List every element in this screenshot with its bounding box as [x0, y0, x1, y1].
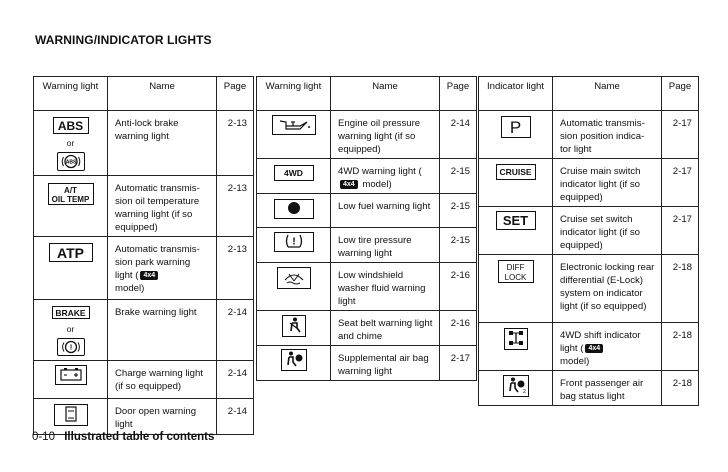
warning-lights-table-2	[256, 76, 477, 381]
warning-lights-table-1	[33, 76, 254, 435]
at-oil-temp-icon: A/T OIL TEMP	[48, 183, 94, 205]
set-icon: SET	[496, 211, 536, 230]
atp-icon: ATP	[49, 243, 93, 262]
col-header-warning-light: Warning light	[34, 77, 108, 111]
row-page: 2-13	[217, 111, 254, 176]
seat-belt-icon	[282, 315, 306, 337]
4x4-badge-icon: 4x4	[585, 344, 603, 353]
brake-circle-icon	[57, 338, 85, 356]
tire-pressure-icon	[274, 232, 314, 252]
table-row	[479, 323, 699, 371]
col-header-name: Name	[553, 77, 662, 111]
row-page: 2-13	[217, 237, 254, 300]
col-header-warning-light: Warning light	[257, 77, 331, 111]
table-row	[34, 237, 254, 300]
or-label: or	[66, 138, 75, 148]
indicator-lights-table	[478, 76, 699, 406]
table-row	[34, 300, 254, 361]
col-header-name: Name	[108, 77, 217, 111]
footer-page-number: 0-10	[32, 431, 56, 443]
row-name: Anti-lock brake warning light	[108, 111, 217, 176]
row-name: Automatic transmis-sion oil temperature warning light (if so equipped)	[108, 176, 217, 237]
row-name: Automatic transmis-sion park warning light ( 4x4 model)	[108, 237, 217, 300]
4wd-icon: 4WD	[274, 165, 314, 181]
table-row	[479, 111, 699, 159]
row-page: 2-14	[440, 111, 477, 159]
table-row	[479, 207, 699, 255]
row-page: 2-18	[662, 255, 699, 323]
row-page: 2-15	[440, 159, 477, 194]
col-header-page: Page	[662, 77, 699, 111]
footer-label: Illustrated table of contents	[64, 431, 215, 443]
row-name: Front passenger air bag status light	[553, 371, 662, 406]
row-page: 2-18	[662, 323, 699, 371]
row-name: Seat belt warning light and chime	[331, 311, 440, 346]
row-name: Cruise main switch indicator light (if so equipped)	[553, 159, 662, 207]
passenger-airbag-icon	[503, 375, 529, 397]
col-header-page: Page	[217, 77, 254, 111]
row-name: 4WD shift indicator light ( 4x4 model)	[553, 323, 662, 371]
diff-lock-icon: DIFF LOCK	[498, 260, 534, 283]
abs-icon: ABS	[53, 117, 89, 134]
table-row	[257, 263, 477, 311]
table-row	[257, 111, 477, 159]
battery-icon	[55, 365, 87, 385]
table-row	[34, 361, 254, 399]
row-page: 2-17	[662, 159, 699, 207]
row-name: Cruise set switch indicator light (if so equipped)	[553, 207, 662, 255]
svg-text:2: 2	[522, 389, 526, 394]
table-row	[479, 159, 699, 207]
table-header	[34, 77, 254, 111]
row-name: Automatic transmis-sion position indica-tor light	[553, 111, 662, 159]
row-name: Electronic locking rear differential (E-Lock) system on indicator light (if so equipped)	[553, 255, 662, 323]
oil-can-icon	[272, 115, 316, 135]
row-page: 2-14	[217, 361, 254, 399]
or-label: or	[66, 324, 75, 334]
col-header-indicator-light: Indicator light	[479, 77, 553, 111]
table-row	[257, 194, 477, 228]
row-name: Brake warning light	[108, 300, 217, 361]
table-row	[257, 159, 477, 194]
table-row	[257, 346, 477, 381]
row-name: Low windshield washer fluid warning light	[331, 263, 440, 311]
table-header	[479, 77, 699, 111]
table-row	[257, 228, 477, 263]
fuel-dot-icon	[274, 199, 314, 219]
table-row	[257, 311, 477, 346]
row-name: Low fuel warning light	[331, 194, 440, 228]
row-page: 2-17	[440, 346, 477, 381]
table-row	[34, 399, 254, 435]
row-page: 2-17	[662, 111, 699, 159]
row-name: Engine oil pressure warning light (if so equipped)	[331, 111, 440, 159]
table-row	[479, 371, 699, 406]
row-page: 2-18	[662, 371, 699, 406]
row-name: Charge warning light (if so equipped)	[108, 361, 217, 399]
airbag-icon	[281, 349, 307, 371]
4x4-badge-icon: 4x4	[140, 271, 158, 280]
page-title: WARNING/INDICATOR LIGHTS	[35, 33, 212, 47]
door-open-icon	[54, 404, 88, 426]
abs-circle-icon	[57, 152, 85, 171]
row-page: 2-15	[440, 194, 477, 228]
washer-fluid-icon	[277, 267, 311, 289]
row-page: 2-14	[217, 300, 254, 361]
row-name: 4WD warning light (4x4 model)	[331, 159, 440, 194]
park-p-icon: P	[501, 116, 531, 138]
col-header-page: Page	[440, 77, 477, 111]
table-row	[34, 111, 254, 176]
row-page: 2-14	[217, 399, 254, 435]
table-row	[34, 176, 254, 237]
row-page: 2-16	[440, 311, 477, 346]
svg-text:!: !	[69, 344, 72, 352]
row-page: 2-15	[440, 228, 477, 263]
row-name: Door open warning light	[108, 399, 217, 435]
row-page: 2-13	[217, 176, 254, 237]
4wd-shift-icon	[504, 328, 528, 350]
svg-text:!: !	[291, 236, 296, 248]
table-row	[479, 255, 699, 323]
col-header-name: Name	[331, 77, 440, 111]
row-page: 2-16	[440, 263, 477, 311]
page-footer	[32, 431, 214, 443]
svg-text:ABS: ABS	[65, 159, 76, 166]
row-name: Supplemental air bag warning light	[331, 346, 440, 381]
brake-text-icon: BRAKE	[52, 306, 90, 319]
row-name: Low tire pressure warning light	[331, 228, 440, 263]
row-page: 2-17	[662, 207, 699, 255]
table-header	[257, 77, 477, 111]
4x4-badge-icon: 4x4	[340, 180, 358, 189]
cruise-icon: CRUISE	[496, 164, 536, 180]
